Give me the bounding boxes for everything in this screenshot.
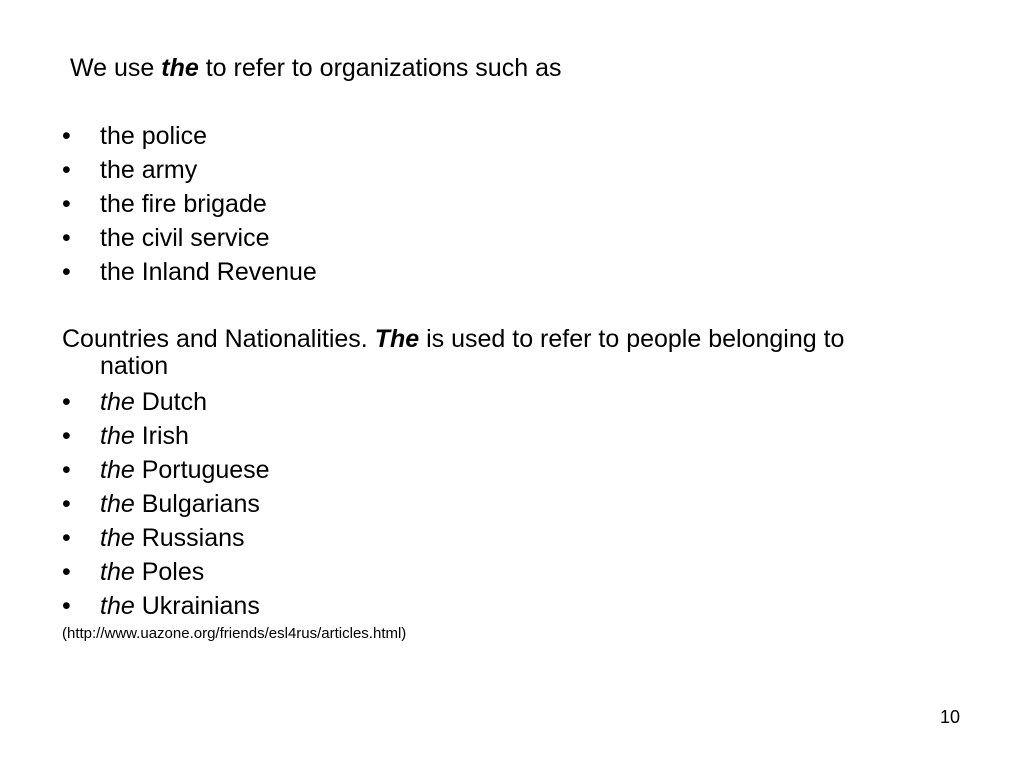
article-the: the — [100, 422, 135, 450]
nationality: Irish — [141, 422, 189, 450]
list-item: the civil service — [100, 224, 270, 252]
bullet-symbol: • — [62, 592, 71, 620]
intro-suffix: to refer to organizations such as — [205, 54, 562, 82]
nationalities-paragraph — [62, 326, 962, 380]
nationality: Poles — [141, 558, 205, 586]
bullet-symbol: • — [62, 524, 71, 552]
source-citation: (http://www.uazone.org/friends/esl4rus/articles.html) — [62, 625, 407, 642]
bullet-symbol: • — [62, 190, 71, 218]
nationalities-prefix: Countries and Nationalities. — [62, 325, 368, 353]
intro-emphasis: the — [161, 54, 199, 82]
article-the: the — [100, 490, 135, 518]
list-item — [100, 591, 260, 621]
list-item — [100, 523, 245, 553]
intro-line — [70, 53, 561, 83]
article-the: the — [100, 456, 135, 484]
article-the: the — [100, 592, 135, 620]
list-item — [100, 387, 207, 417]
bullet-symbol: • — [62, 258, 71, 286]
nationality: Portuguese — [141, 456, 270, 484]
nationality: Russians — [141, 524, 245, 552]
list-item: the Inland Revenue — [100, 258, 317, 286]
nationality: Bulgarians — [141, 490, 260, 518]
article-the: the — [100, 524, 135, 552]
bullet-symbol: • — [62, 490, 71, 518]
nationalities-emphasis: The — [374, 325, 420, 353]
intro-prefix: We use — [70, 54, 155, 82]
nationality: Dutch — [141, 388, 208, 416]
nationality: Ukrainians — [141, 592, 260, 620]
nationalities-suffix: is used to refer to people belonging to — [426, 325, 845, 353]
bullet-symbol: • — [62, 224, 71, 252]
list-item: the police — [100, 122, 208, 150]
page-number: 10 — [940, 707, 961, 727]
bullet-symbol: • — [62, 456, 71, 484]
list-item — [100, 489, 260, 519]
list-item: the army — [100, 156, 198, 184]
nationalities-suffix-continued: nation — [100, 352, 169, 380]
article-the: the — [100, 558, 135, 586]
list-item: the fire brigade — [100, 190, 267, 218]
bullet-symbol: • — [62, 388, 71, 416]
bullet-symbol: • — [62, 156, 71, 184]
bullet-symbol: • — [62, 122, 71, 150]
bullet-symbol: • — [62, 558, 71, 586]
bullet-symbol: • — [62, 422, 71, 450]
list-item — [100, 421, 189, 451]
list-item — [100, 557, 204, 587]
list-item — [100, 455, 270, 485]
article-the: the — [100, 388, 135, 416]
